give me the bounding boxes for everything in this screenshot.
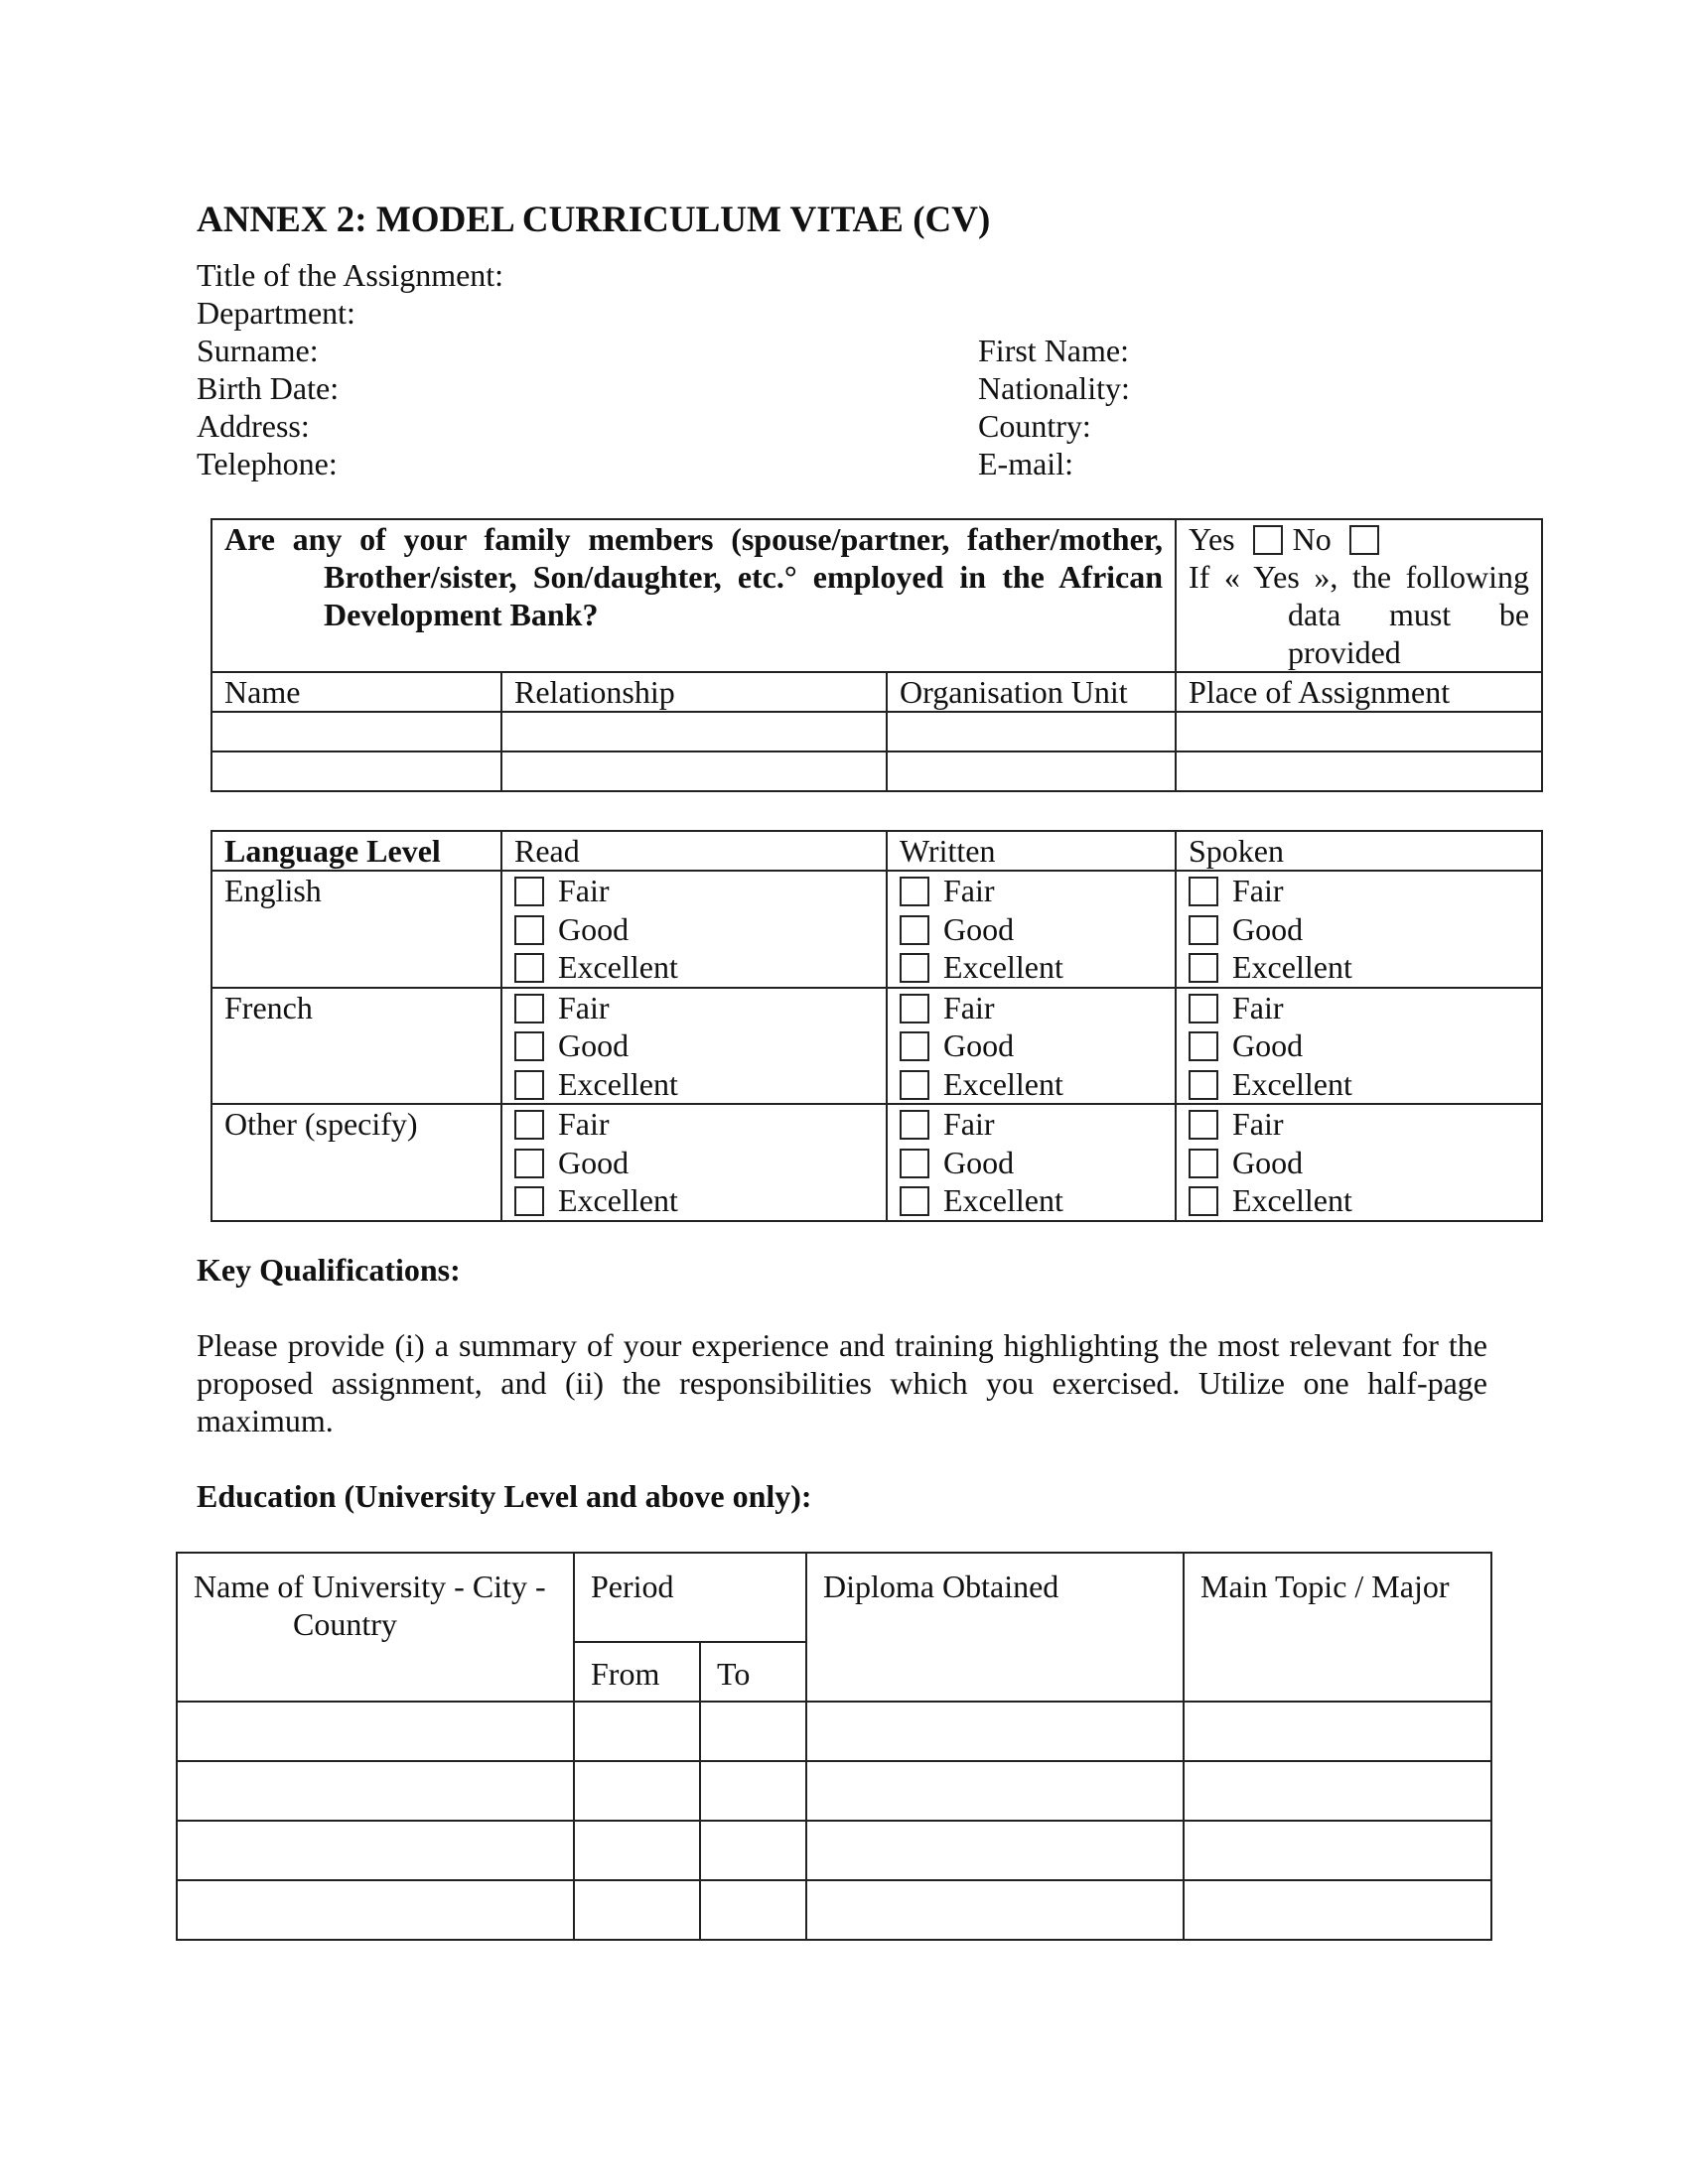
education-row [177, 1821, 1491, 1880]
family-question: Are any of your family members (spouse/partner, father/mother, Brother/sister, Son/daughter, etc.° employed in the African Development Bank? [211, 519, 1176, 672]
family-cell[interactable] [1176, 751, 1542, 791]
level-checkbox[interactable] [900, 994, 929, 1024]
level-checkbox[interactable] [1189, 953, 1218, 983]
major-header: Main Topic / Major [1184, 1553, 1491, 1702]
level-option[interactable] [900, 1105, 1163, 1144]
family-note: If « Yes », the following data must be provided [1189, 559, 1530, 670]
level-option[interactable] [900, 989, 1163, 1027]
level-checkbox[interactable] [514, 1070, 544, 1100]
family-yes-no-cell [1176, 519, 1542, 672]
birth-date-label: Birth Date: [197, 370, 340, 406]
family-members-table [211, 518, 1543, 792]
family-cell[interactable] [1176, 712, 1542, 751]
level-label: Good [943, 910, 1015, 947]
level-option[interactable] [1189, 1026, 1529, 1065]
level-checkbox[interactable] [514, 1149, 544, 1178]
spoken-options [1176, 871, 1542, 988]
family-cell[interactable] [887, 712, 1176, 751]
level-option[interactable] [900, 1181, 1163, 1220]
level-checkbox[interactable] [514, 877, 544, 906]
from-header: From [574, 1642, 700, 1702]
telephone-label: Telephone: [197, 446, 338, 481]
level-label: Good [943, 1144, 1015, 1180]
key-qualifications-text: Please provide (i) a summary of your experience and training highlighting the most relevant for the proposed assignment, and (ii) the responsibilities which you exercised. Utilize one half-page maximum. [197, 1327, 1487, 1438]
col-org-unit-header: Organisation Unit [887, 672, 1176, 712]
level-label: Excellent [558, 1182, 678, 1218]
level-checkbox[interactable] [900, 1110, 929, 1140]
key-qualifications-heading: Key Qualifications: [197, 1252, 461, 1288]
family-cell[interactable] [887, 751, 1176, 791]
level-label: Fair [1232, 1106, 1284, 1142]
level-label: Fair [558, 1106, 610, 1142]
spoken-header: Spoken [1176, 831, 1542, 871]
level-checkbox[interactable] [900, 1186, 929, 1216]
level-option[interactable] [1189, 948, 1529, 987]
spoken-options [1176, 988, 1542, 1105]
level-label: Excellent [943, 949, 1063, 985]
level-checkbox[interactable] [514, 953, 544, 983]
level-label: Good [558, 910, 630, 947]
family-cell[interactable] [211, 712, 501, 751]
level-option[interactable] [1189, 1065, 1529, 1104]
level-checkbox[interactable] [1189, 1110, 1218, 1140]
level-option[interactable] [900, 1026, 1163, 1065]
level-option[interactable] [1189, 989, 1529, 1027]
level-option[interactable] [514, 910, 874, 949]
level-label: Good [1232, 910, 1304, 947]
education-cell[interactable] [574, 1821, 700, 1880]
level-option[interactable] [514, 989, 874, 1027]
level-checkbox[interactable] [1189, 915, 1218, 945]
education-cell[interactable] [1184, 1821, 1491, 1880]
surname-label: Surname: [197, 333, 319, 368]
level-checkbox[interactable] [900, 877, 929, 906]
level-checkbox[interactable] [900, 915, 929, 945]
education-cell[interactable] [700, 1761, 806, 1821]
level-checkbox[interactable] [1189, 877, 1218, 906]
col-name-header: Name [211, 672, 501, 712]
no-checkbox[interactable] [1349, 525, 1379, 555]
level-checkbox[interactable] [514, 994, 544, 1024]
level-label: Excellent [558, 949, 678, 985]
education-cell[interactable] [177, 1821, 574, 1880]
read-options [501, 1104, 887, 1221]
period-header: Period [574, 1553, 806, 1642]
level-checkbox[interactable] [900, 953, 929, 983]
to-header: To [700, 1642, 806, 1702]
first-name-label: First Name: [978, 333, 1129, 368]
language-row-other [211, 1104, 1542, 1221]
level-checkbox[interactable] [900, 1149, 929, 1178]
country-label: Country: [978, 408, 1091, 444]
education-cell[interactable] [806, 1880, 1184, 1940]
level-label: Fair [943, 1106, 995, 1142]
read-header: Read [501, 831, 887, 871]
level-label: Excellent [1232, 1182, 1352, 1218]
level-option[interactable] [514, 1144, 874, 1182]
education-row [177, 1702, 1491, 1761]
level-label: Good [1232, 1144, 1304, 1180]
university-header-text: Name of University - City - Country [194, 1569, 546, 1642]
written-options [887, 988, 1176, 1105]
level-option[interactable] [514, 1181, 874, 1220]
level-option[interactable] [900, 910, 1163, 949]
level-option[interactable] [900, 1144, 1163, 1182]
family-cell[interactable] [501, 751, 887, 791]
level-label: Excellent [1232, 949, 1352, 985]
education-cell[interactable] [1184, 1702, 1491, 1761]
department-label: Department: [197, 295, 355, 331]
level-option[interactable] [900, 872, 1163, 910]
read-options [501, 988, 887, 1105]
education-row [177, 1761, 1491, 1821]
level-checkbox[interactable] [1189, 1031, 1218, 1061]
level-label: Fair [1232, 989, 1284, 1025]
level-checkbox[interactable] [900, 1031, 929, 1061]
education-cell[interactable] [177, 1761, 574, 1821]
level-checkbox[interactable] [900, 1070, 929, 1100]
education-cell[interactable] [806, 1761, 1184, 1821]
education-table [176, 1552, 1492, 1941]
education-cell[interactable] [177, 1880, 574, 1940]
education-cell[interactable] [700, 1880, 806, 1940]
col-place-header: Place of Assignment [1176, 672, 1542, 712]
level-label: Excellent [1232, 1065, 1352, 1102]
level-label: Good [558, 1027, 630, 1063]
education-cell[interactable] [574, 1702, 700, 1761]
address-label: Address: [197, 408, 310, 444]
level-option[interactable] [514, 1105, 874, 1144]
assignment-title-label: Title of the Assignment: [197, 257, 504, 293]
level-label: Excellent [943, 1065, 1063, 1102]
language-name: English [211, 871, 501, 988]
diploma-header: Diploma Obtained [806, 1553, 1184, 1702]
nationality-label: Nationality: [978, 370, 1130, 406]
education-row [177, 1880, 1491, 1940]
family-cell[interactable] [501, 712, 887, 751]
level-option[interactable] [514, 1065, 874, 1104]
level-checkbox[interactable] [1189, 1149, 1218, 1178]
education-cell[interactable] [1184, 1761, 1491, 1821]
education-cell[interactable] [177, 1702, 574, 1761]
level-option[interactable] [1189, 1181, 1529, 1220]
level-label: Good [943, 1027, 1015, 1063]
read-options [501, 871, 887, 988]
yes-checkbox[interactable] [1253, 525, 1283, 555]
level-option[interactable] [900, 948, 1163, 987]
level-checkbox[interactable] [514, 1031, 544, 1061]
level-option[interactable] [514, 872, 874, 910]
level-option[interactable] [514, 1026, 874, 1065]
education-heading: Education (University Level and above only): [197, 1478, 812, 1514]
level-label: Good [1232, 1027, 1304, 1063]
written-header: Written [887, 831, 1176, 871]
education-cell[interactable] [574, 1880, 700, 1940]
level-option[interactable] [1189, 1105, 1529, 1144]
level-option[interactable] [900, 1065, 1163, 1104]
written-options [887, 1104, 1176, 1221]
university-header [177, 1553, 574, 1702]
level-label: Fair [943, 873, 995, 908]
level-option[interactable] [1189, 872, 1529, 910]
level-label: Fair [943, 989, 995, 1025]
level-label: Fair [558, 989, 610, 1025]
education-cell[interactable] [574, 1761, 700, 1821]
level-checkbox[interactable] [514, 1186, 544, 1216]
level-option[interactable] [1189, 1144, 1529, 1182]
education-cell[interactable] [806, 1821, 1184, 1880]
level-label: Good [558, 1144, 630, 1180]
level-label: Excellent [943, 1182, 1063, 1218]
level-checkbox[interactable] [1189, 1186, 1218, 1216]
education-cell[interactable] [700, 1702, 806, 1761]
yes-label: Yes [1189, 521, 1235, 557]
language-name: Other (specify) [211, 1104, 501, 1221]
level-checkbox[interactable] [514, 915, 544, 945]
language-name: French [211, 988, 501, 1105]
family-cell[interactable] [211, 751, 501, 791]
education-cell[interactable] [806, 1702, 1184, 1761]
level-checkbox[interactable] [1189, 1070, 1218, 1100]
page-title: ANNEX 2: MODEL CURRICULUM VITAE (CV) [197, 200, 991, 240]
level-label: Fair [558, 873, 610, 908]
language-row-french [211, 988, 1542, 1105]
level-label: Fair [1232, 873, 1284, 908]
level-option[interactable] [514, 948, 874, 987]
language-row-english [211, 871, 1542, 988]
language-level-header: Language Level [211, 831, 501, 871]
col-relationship-header: Relationship [501, 672, 887, 712]
education-cell[interactable] [1184, 1880, 1491, 1940]
education-cell[interactable] [700, 1821, 806, 1880]
no-label: No [1292, 521, 1332, 557]
written-options [887, 871, 1176, 988]
email-label: E-mail: [978, 446, 1073, 481]
level-checkbox[interactable] [1189, 994, 1218, 1024]
spoken-options [1176, 1104, 1542, 1221]
level-option[interactable] [1189, 910, 1529, 949]
level-label: Excellent [558, 1065, 678, 1102]
level-checkbox[interactable] [514, 1110, 544, 1140]
language-table [211, 830, 1543, 1222]
